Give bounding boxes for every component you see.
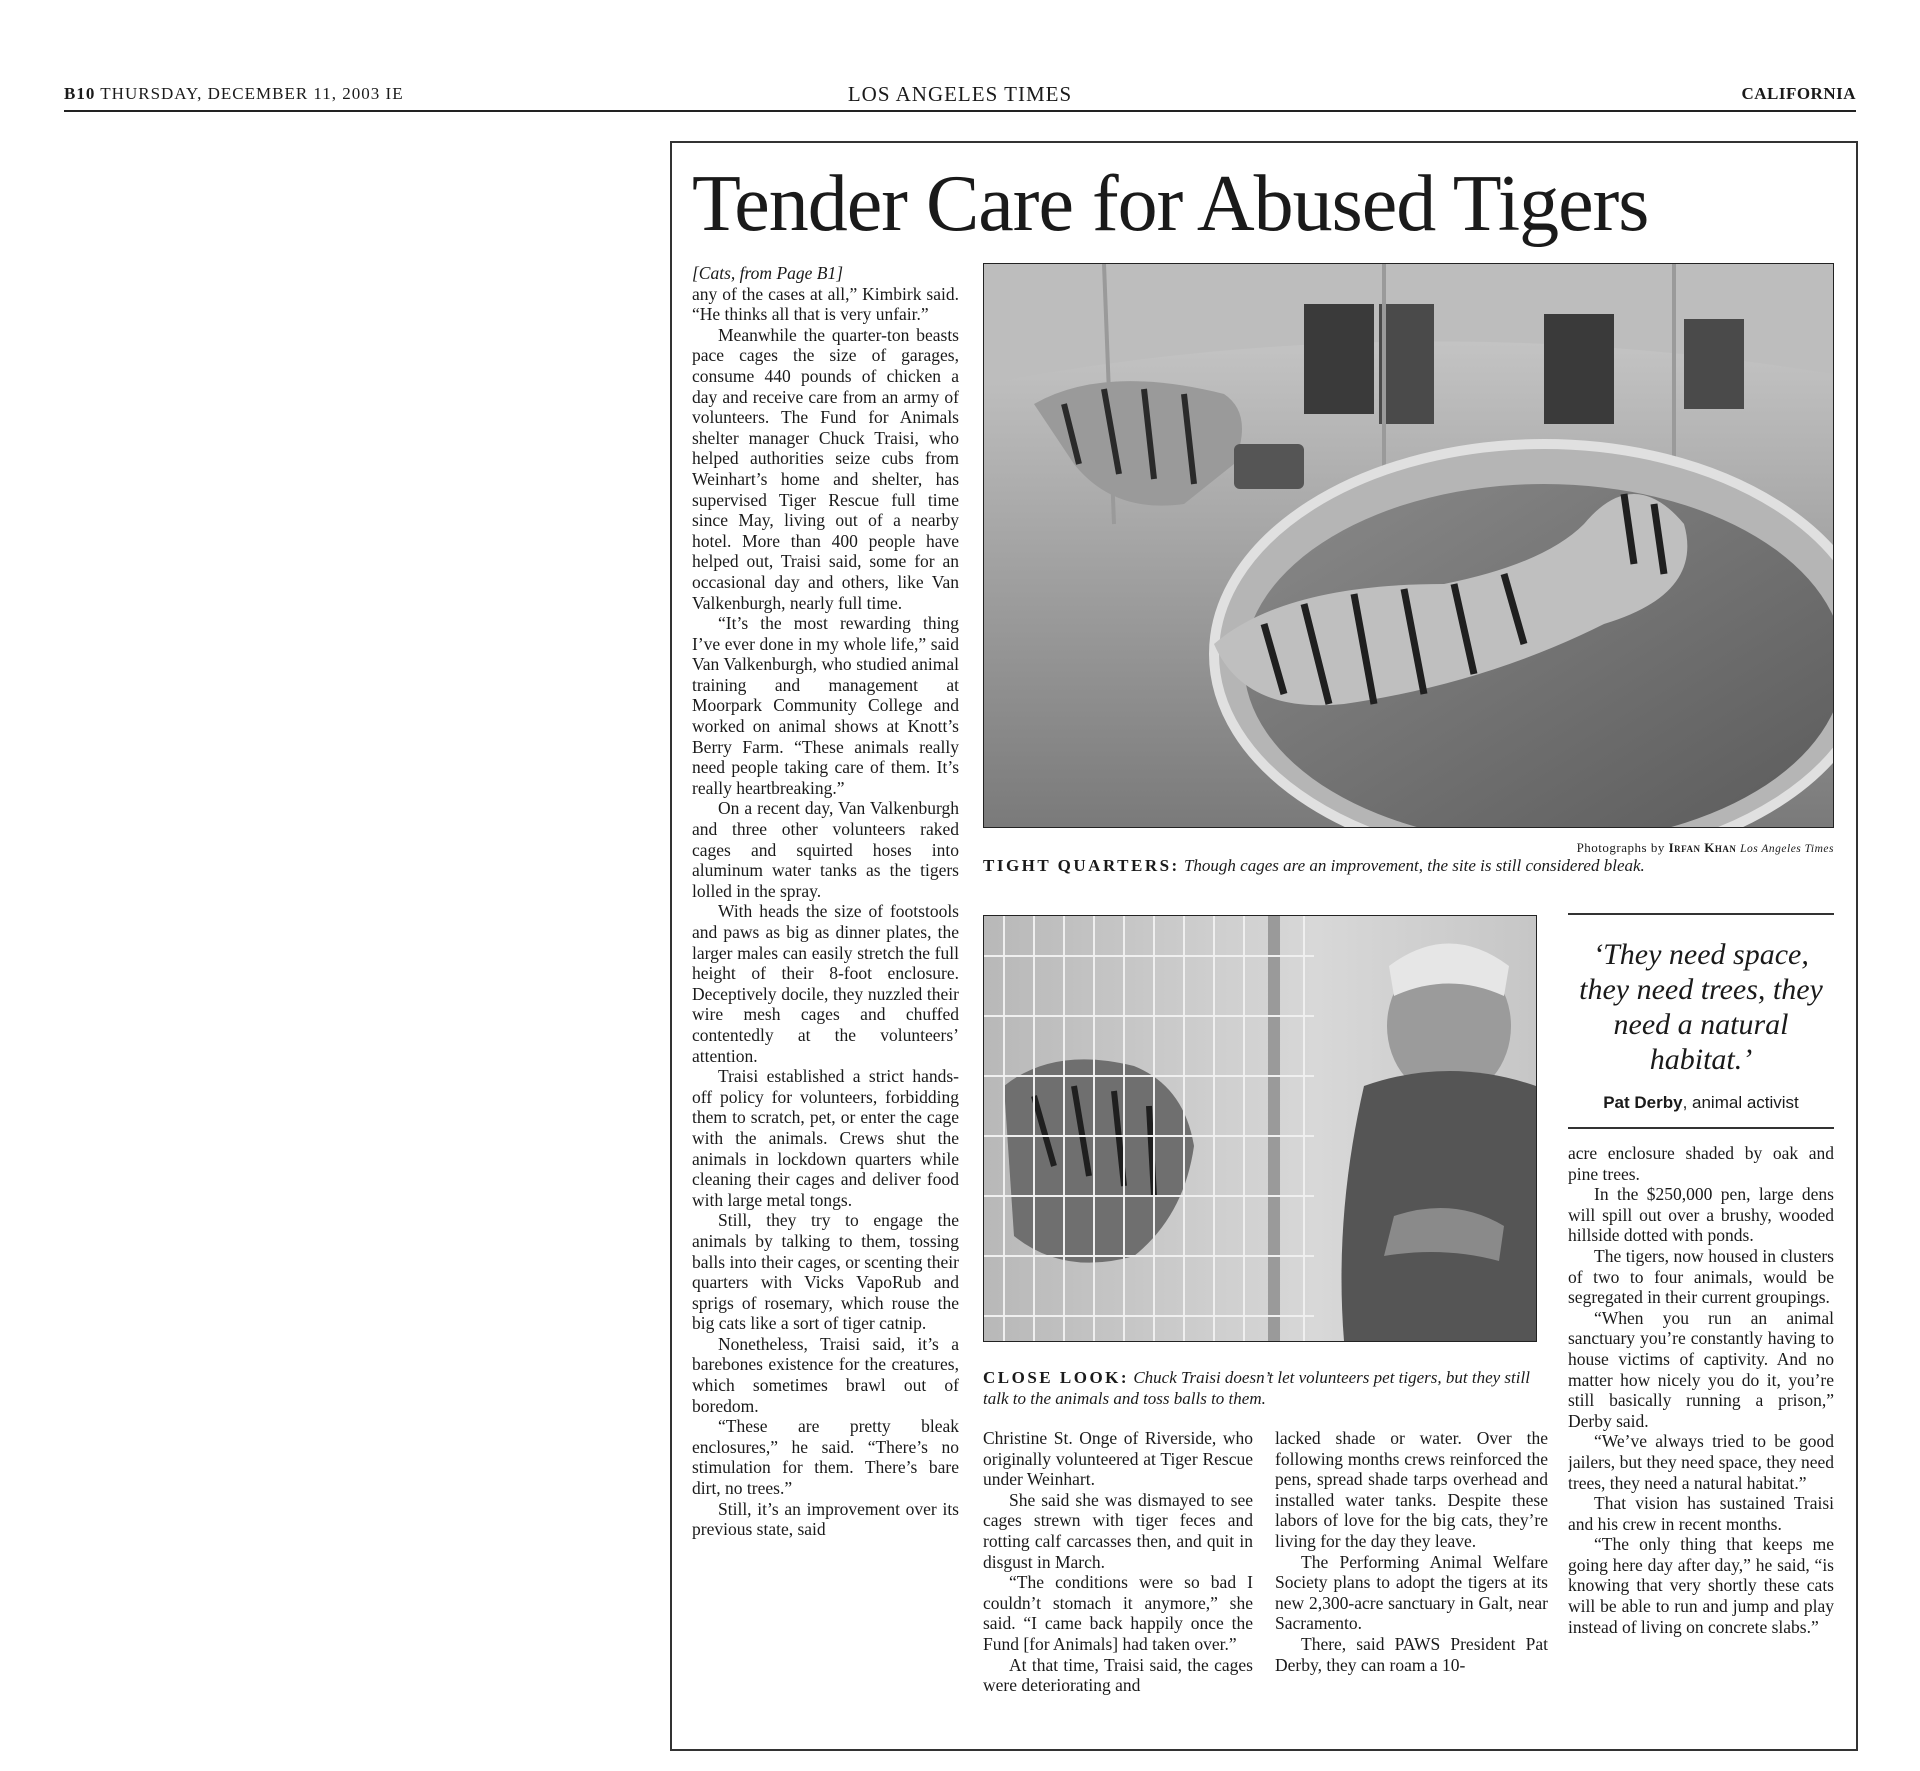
quote-source-role: , animal activist <box>1682 1093 1799 1112</box>
body-paragraph: That vision has sustained Traisi and his crew in recent months. <box>1568 1493 1834 1534</box>
body-paragraph: “The only thing that keeps me going here day after day,” he said, “is knowing that very shortly these cats will be able to run and jump and play instead of living on concrete slabs.” <box>1568 1534 1834 1637</box>
photo-credit <box>983 840 1834 856</box>
jump-line: [Cats, from Page B1] <box>692 263 844 283</box>
caption-1-kicker: TIGHT QUARTERS: <box>983 856 1180 875</box>
body-paragraph: With heads the size of footstools and paws as big as dinner plates, the larger males can easily stretch the full height of their 8-foot enclosure. Deceptively docile, they nuzzled their wire mesh cages and chuffed contentedly at the volunteers’ attention. <box>692 901 959 1066</box>
body-paragraph: lacked shade or water. Over the following months crews reinforced the pens, spread shade tarps overhead and installed water tanks. Despite these labors of love for the big cats, they’re living for the day they leave. <box>1275 1428 1548 1551</box>
newspaper-name: LOS ANGELES TIMES <box>847 82 1073 106</box>
body-paragraph: any of the cases at all,” Kimbirk said. “He thinks all that is very unfair.” <box>692 283 959 325</box>
page-number: B10 <box>64 84 96 103</box>
body-paragraph: “The conditions were so bad I couldn’t stomach it anymore,” she said. “I came back happily once the Fund [for Animals] had taken over.” <box>983 1572 1253 1654</box>
caption-1-text: Though cages are an improvement, the site is still considered bleak. <box>1183 856 1645 875</box>
credit-organization: Los Angeles Times <box>1740 843 1834 855</box>
section-name: CALIFORNIA <box>1741 84 1856 103</box>
body-paragraph: “When you run an animal sanctuary you’re constantly having to house victims of captivity. And no matter how nicely you do it, you’re still basically running a prison,” Derby said. <box>1568 1307 1834 1431</box>
text-column-4 <box>1568 1143 1834 1738</box>
caption-2-kicker: CLOSE LOOK: <box>983 1368 1130 1387</box>
tigers-pool-photo <box>983 263 1834 828</box>
photographer-name: Irfan Khan <box>1668 840 1737 855</box>
caption-2-text: Chuck Traisi doesn’t let volunteers pet tigers, but they still talk to the animals and toss balls to them. <box>983 1368 1530 1408</box>
body-paragraph: At that time, Traisi said, the cages were deteriorating and <box>983 1654 1253 1696</box>
credit-prefix: Photographs by <box>1576 840 1665 855</box>
body-paragraph: On a recent day, Van Valkenburgh and three other volunteers raked cages and squirted hoses into aluminum water tanks as the tigers lolled in the spray. <box>692 798 959 901</box>
photo-caption-1 <box>983 856 1834 876</box>
text-column-2 <box>983 1428 1253 1738</box>
page-header <box>64 82 1856 112</box>
article <box>670 141 1858 1751</box>
body-paragraph: Still, it’s an improvement over its previous state, said <box>692 1498 959 1540</box>
pull-quote-text: ‘They need space, they need trees, they need a natural habitat.’ <box>1579 938 1823 1076</box>
body-paragraph: Nonetheless, Traisi said, it’s a barebones existence for the creatures, which sometimes brawl out of boredom. <box>692 1333 959 1416</box>
body-paragraph: The tigers, now housed in clusters of two to four animals, would be segregated in their current groupings. <box>1568 1245 1834 1308</box>
body-paragraph: Christine St. Onge of Riverside, who originally volunteered at Tiger Rescue under Weinhart. <box>983 1428 1253 1490</box>
pull-quote <box>1568 913 1834 1129</box>
body-paragraph: Meanwhile the quarter-ton beasts pace cages the size of garages, consume 440 pounds of chicken a day and receive care from an army of volunteers. The Fund for Animals shelter manager Chuck Traisi, who helped authorities seize cubs from Weinhart’s home and shelter, has supervised Tiger Rescue full time since May, living out of a nearby hotel. More than 400 people have helped out, Traisi said, some for an occasional day and others, like Van Valkenburgh, nearly full time. <box>692 324 959 613</box>
body-paragraph: Still, they try to engage the animals by talking to them, tossing balls into their cages, or scenting their quarters with Vicks VapoRub and sprigs of rosemary, which rouse the big cats like a sort of tiger catnip. <box>692 1210 959 1334</box>
photo-caption-2 <box>983 1367 1543 1409</box>
issue-date: THURSDAY, DECEMBER 11, 2003 IE <box>100 84 404 103</box>
quote-source-name: Pat Derby <box>1603 1093 1683 1112</box>
body-paragraph: The Performing Animal Welfare Society plans to adopt the tigers at its new 2,300-acre sanctuary in Galt, near Sacramento. <box>1275 1551 1548 1634</box>
body-paragraph: “These are pretty bleak enclosures,” he said. “There’s no stimulation for them. There’s bare dirt, no trees.” <box>692 1416 959 1499</box>
body-paragraph: acre enclosure shaded by oak and pine trees. <box>1568 1143 1834 1184</box>
headline: Tender Care for Abused Tigers <box>692 160 1649 248</box>
body-paragraph: There, said PAWS President Pat Derby, they can roam a 10- <box>1275 1633 1548 1675</box>
body-paragraph: Traisi established a strict hands-off policy for volunteers, forbidding them to scratch, pet, or enter the cage with the animals. Crews shut the animals in lockdown quarters while cleaning their cages and deliver food with large metal tongs. <box>692 1066 959 1210</box>
traisi-cage-photo <box>983 915 1537 1342</box>
body-paragraph: “It’s the most rewarding thing I’ve ever done in my whole life,” said Van Valkenburgh, who studied animal training and management at Moorpark Community College and worked on animal shows at Knott’s Berry Farm. “These animals really need people taking care of them. It’s really heartbreaking.” <box>692 613 959 798</box>
body-paragraph: She said she was dismayed to see cages strewn with tiger feces and rotting calf carcasses then, and quit in disgust in March. <box>983 1489 1253 1572</box>
body-paragraph: In the $250,000 pen, large dens will spill out over a brushy, wooded hillside dotted with ponds. <box>1568 1184 1834 1246</box>
body-paragraph: “We’ve always tried to be good jailers, but they need space, they need trees, they need a natural habitat.” <box>1568 1431 1834 1493</box>
pull-quote-attribution <box>1568 1093 1834 1113</box>
text-column-3 <box>1275 1428 1548 1738</box>
text-column-1 <box>692 263 959 1733</box>
